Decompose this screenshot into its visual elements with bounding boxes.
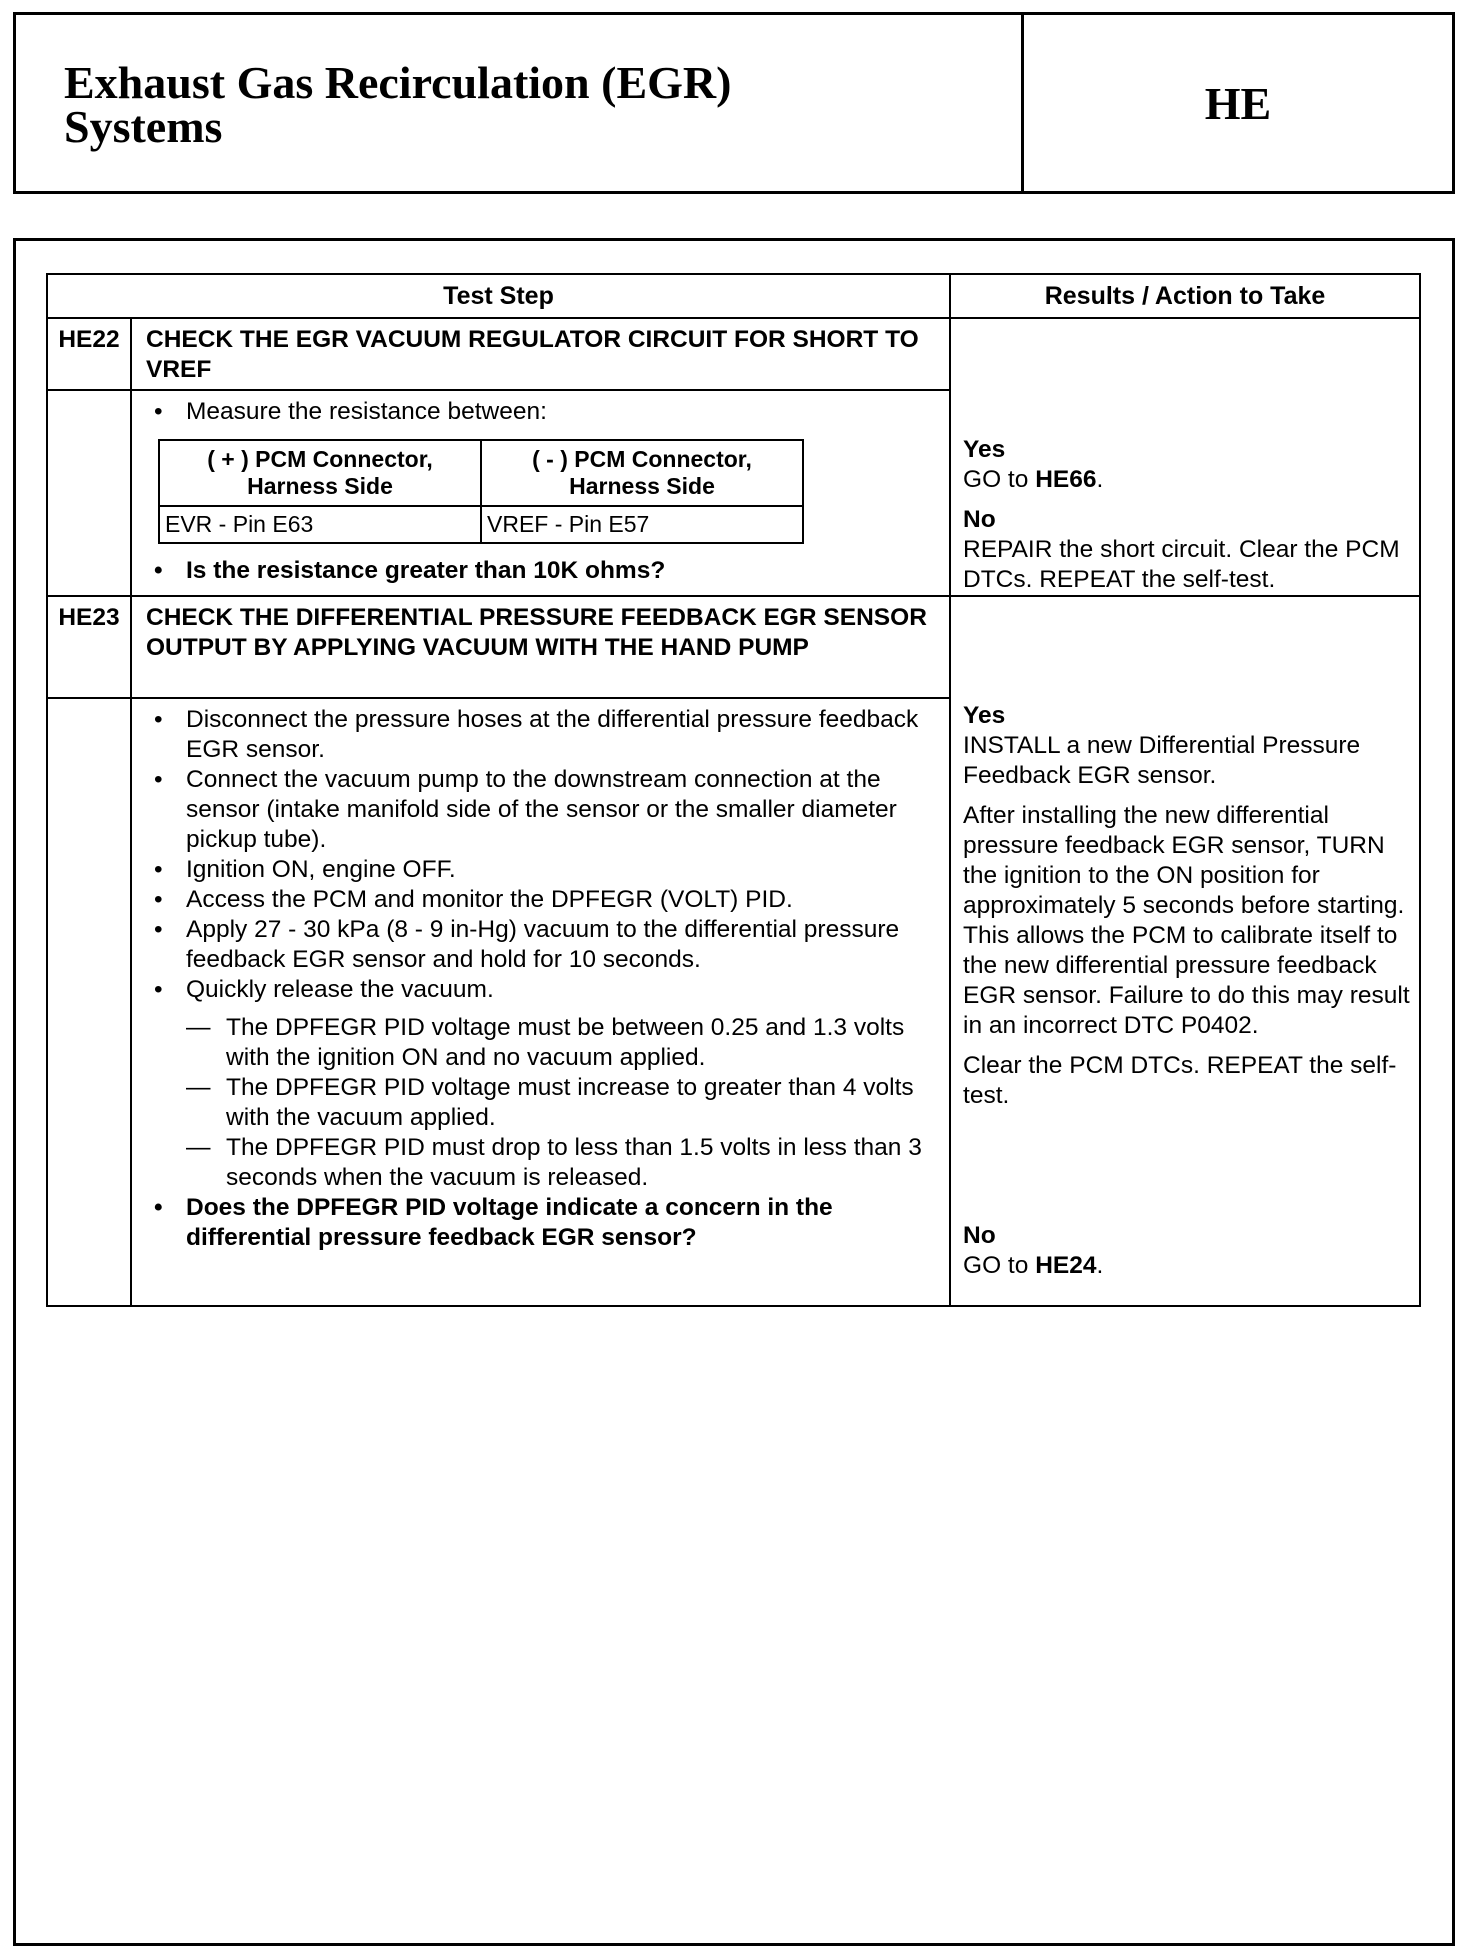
he22-bullet-measure: • Measure the resistance between: xyxy=(146,397,937,427)
he23-step-title: CHECK THE DIFFERENTIAL PRESSURE FEEDBACK EGR SENSOR OUTPUT BY APPLYING VACUUM WITH THE HAND PUMP xyxy=(131,596,950,698)
he22-step-title: CHECK THE EGR VACUUM REGULATOR CIRCUIT FOR SHORT TO VREF xyxy=(131,318,950,390)
he23-no-label: No xyxy=(963,1222,996,1249)
resistance-header-row xyxy=(159,440,803,506)
he22-yes-prefix: GO to xyxy=(963,466,1036,493)
he22-question: • Is the resistance greater than 10K ohms? xyxy=(146,556,937,586)
resistance-minus-value: VREF - Pin E57 xyxy=(481,506,803,543)
he23-dash-list xyxy=(186,1013,937,1193)
resistance-value-row xyxy=(159,506,803,543)
he23-bullet: • Apply 27 - 30 kPa (8 - 9 in-Hg) vacuum to the differential pressure feedback EGR sensor and hold for 10 seconds. xyxy=(146,915,937,975)
he22-question-list xyxy=(146,556,937,586)
he23-no-suffix: . xyxy=(1096,1252,1104,1279)
he22-id-spacer xyxy=(47,390,131,596)
he23-no-text xyxy=(963,1251,1415,1281)
he23-yes-label: Yes xyxy=(963,702,1006,729)
he22-yes-label: Yes xyxy=(963,436,1006,463)
he22-bullets xyxy=(146,397,937,427)
he23-dash-item: — The DPFEGR PID voltage must be between 0.25 and 1.3 volts with the ignition ON and no vacuum applied. xyxy=(186,1013,937,1073)
he23-dash-item: — The DPFEGR PID voltage must increase to greater than 4 volts with the vacuum applied. xyxy=(186,1073,937,1133)
he23-step-id: HE23 xyxy=(47,596,131,698)
test-steps-table xyxy=(46,273,1421,1307)
he23-yes-para3: Clear the PCM DTCs. REPEAT the self-test. xyxy=(963,1052,1397,1109)
he23-no-prefix: GO to xyxy=(963,1252,1036,1279)
he22-yes-target: HE66 xyxy=(1035,466,1097,493)
document-title xyxy=(64,57,732,152)
he23-bullet: • Disconnect the pressure hoses at the differential pressure feedback EGR sensor. xyxy=(146,705,937,765)
he22-results xyxy=(950,318,1420,596)
resistance-table xyxy=(158,439,804,544)
section-code: HE xyxy=(1204,77,1272,129)
he23-bullets xyxy=(146,705,937,1253)
he23-dash-item: — The DPFEGR PID must drop to less than 1.5 volts in less than 3 seconds when the vacuum is released. xyxy=(186,1133,937,1193)
he23-no-target: HE24 xyxy=(1035,1252,1097,1279)
he23-bullet-release: Quickly release the vacuum. xyxy=(186,976,494,1003)
title-line-1: Exhaust Gas Recirculation (EGR) xyxy=(64,57,732,108)
he23-bullet: • Ignition ON, engine OFF. xyxy=(146,855,937,885)
table-header-row xyxy=(47,274,1420,318)
resistance-col-minus: ( - ) PCM Connector, Harness Side xyxy=(481,440,803,506)
he22-yes-text xyxy=(963,465,1415,495)
he23-bullet xyxy=(146,975,937,1193)
title-line-2: Systems xyxy=(64,101,223,152)
he23-bullet: • Access the PCM and monitor the DPFEGR (VOLT) PID. xyxy=(146,885,937,915)
he22-step-body xyxy=(131,390,950,596)
header-box xyxy=(13,12,1455,194)
he23-step-body xyxy=(131,698,950,1306)
col-header-results: Results / Action to Take xyxy=(950,274,1420,318)
he22-no-text: REPAIR the short circuit. Clear the PCM DTCs. REPEAT the self-test. xyxy=(963,536,1400,593)
he22-title-row xyxy=(47,318,1420,390)
he23-yes-text: INSTALL a new Differential Pressure Feedback EGR sensor. xyxy=(963,732,1361,789)
he23-title-row xyxy=(47,596,1420,698)
he22-step-id: HE22 xyxy=(47,318,131,390)
resistance-col-plus: ( + ) PCM Connector, Harness Side xyxy=(159,440,481,506)
he23-results xyxy=(950,596,1420,1306)
col-header-test-step: Test Step xyxy=(47,274,950,318)
he23-question: • Does the DPFEGR PID voltage indicate a concern in the differential pressure feedback EGR sensor? xyxy=(146,1193,937,1253)
he23-id-spacer xyxy=(47,698,131,1306)
he23-bullet: • Connect the vacuum pump to the downstream connection at the sensor (intake manifold side of the sensor or the smaller diameter pickup tube). xyxy=(146,765,937,855)
resistance-plus-value: EVR - Pin E63 xyxy=(159,506,481,543)
he22-yes-suffix: . xyxy=(1096,466,1104,493)
he23-yes-para2: After installing the new differential pressure feedback EGR sensor, TURN the ignition to the ON position for approximately 5 seconds before starting. This allows the PCM to calibrate itself to the new differential pressure feedback EGR sensor. Failure to do this may result in an incorrect DTC P0402. xyxy=(963,802,1410,1039)
he22-no-label: No xyxy=(963,506,996,533)
